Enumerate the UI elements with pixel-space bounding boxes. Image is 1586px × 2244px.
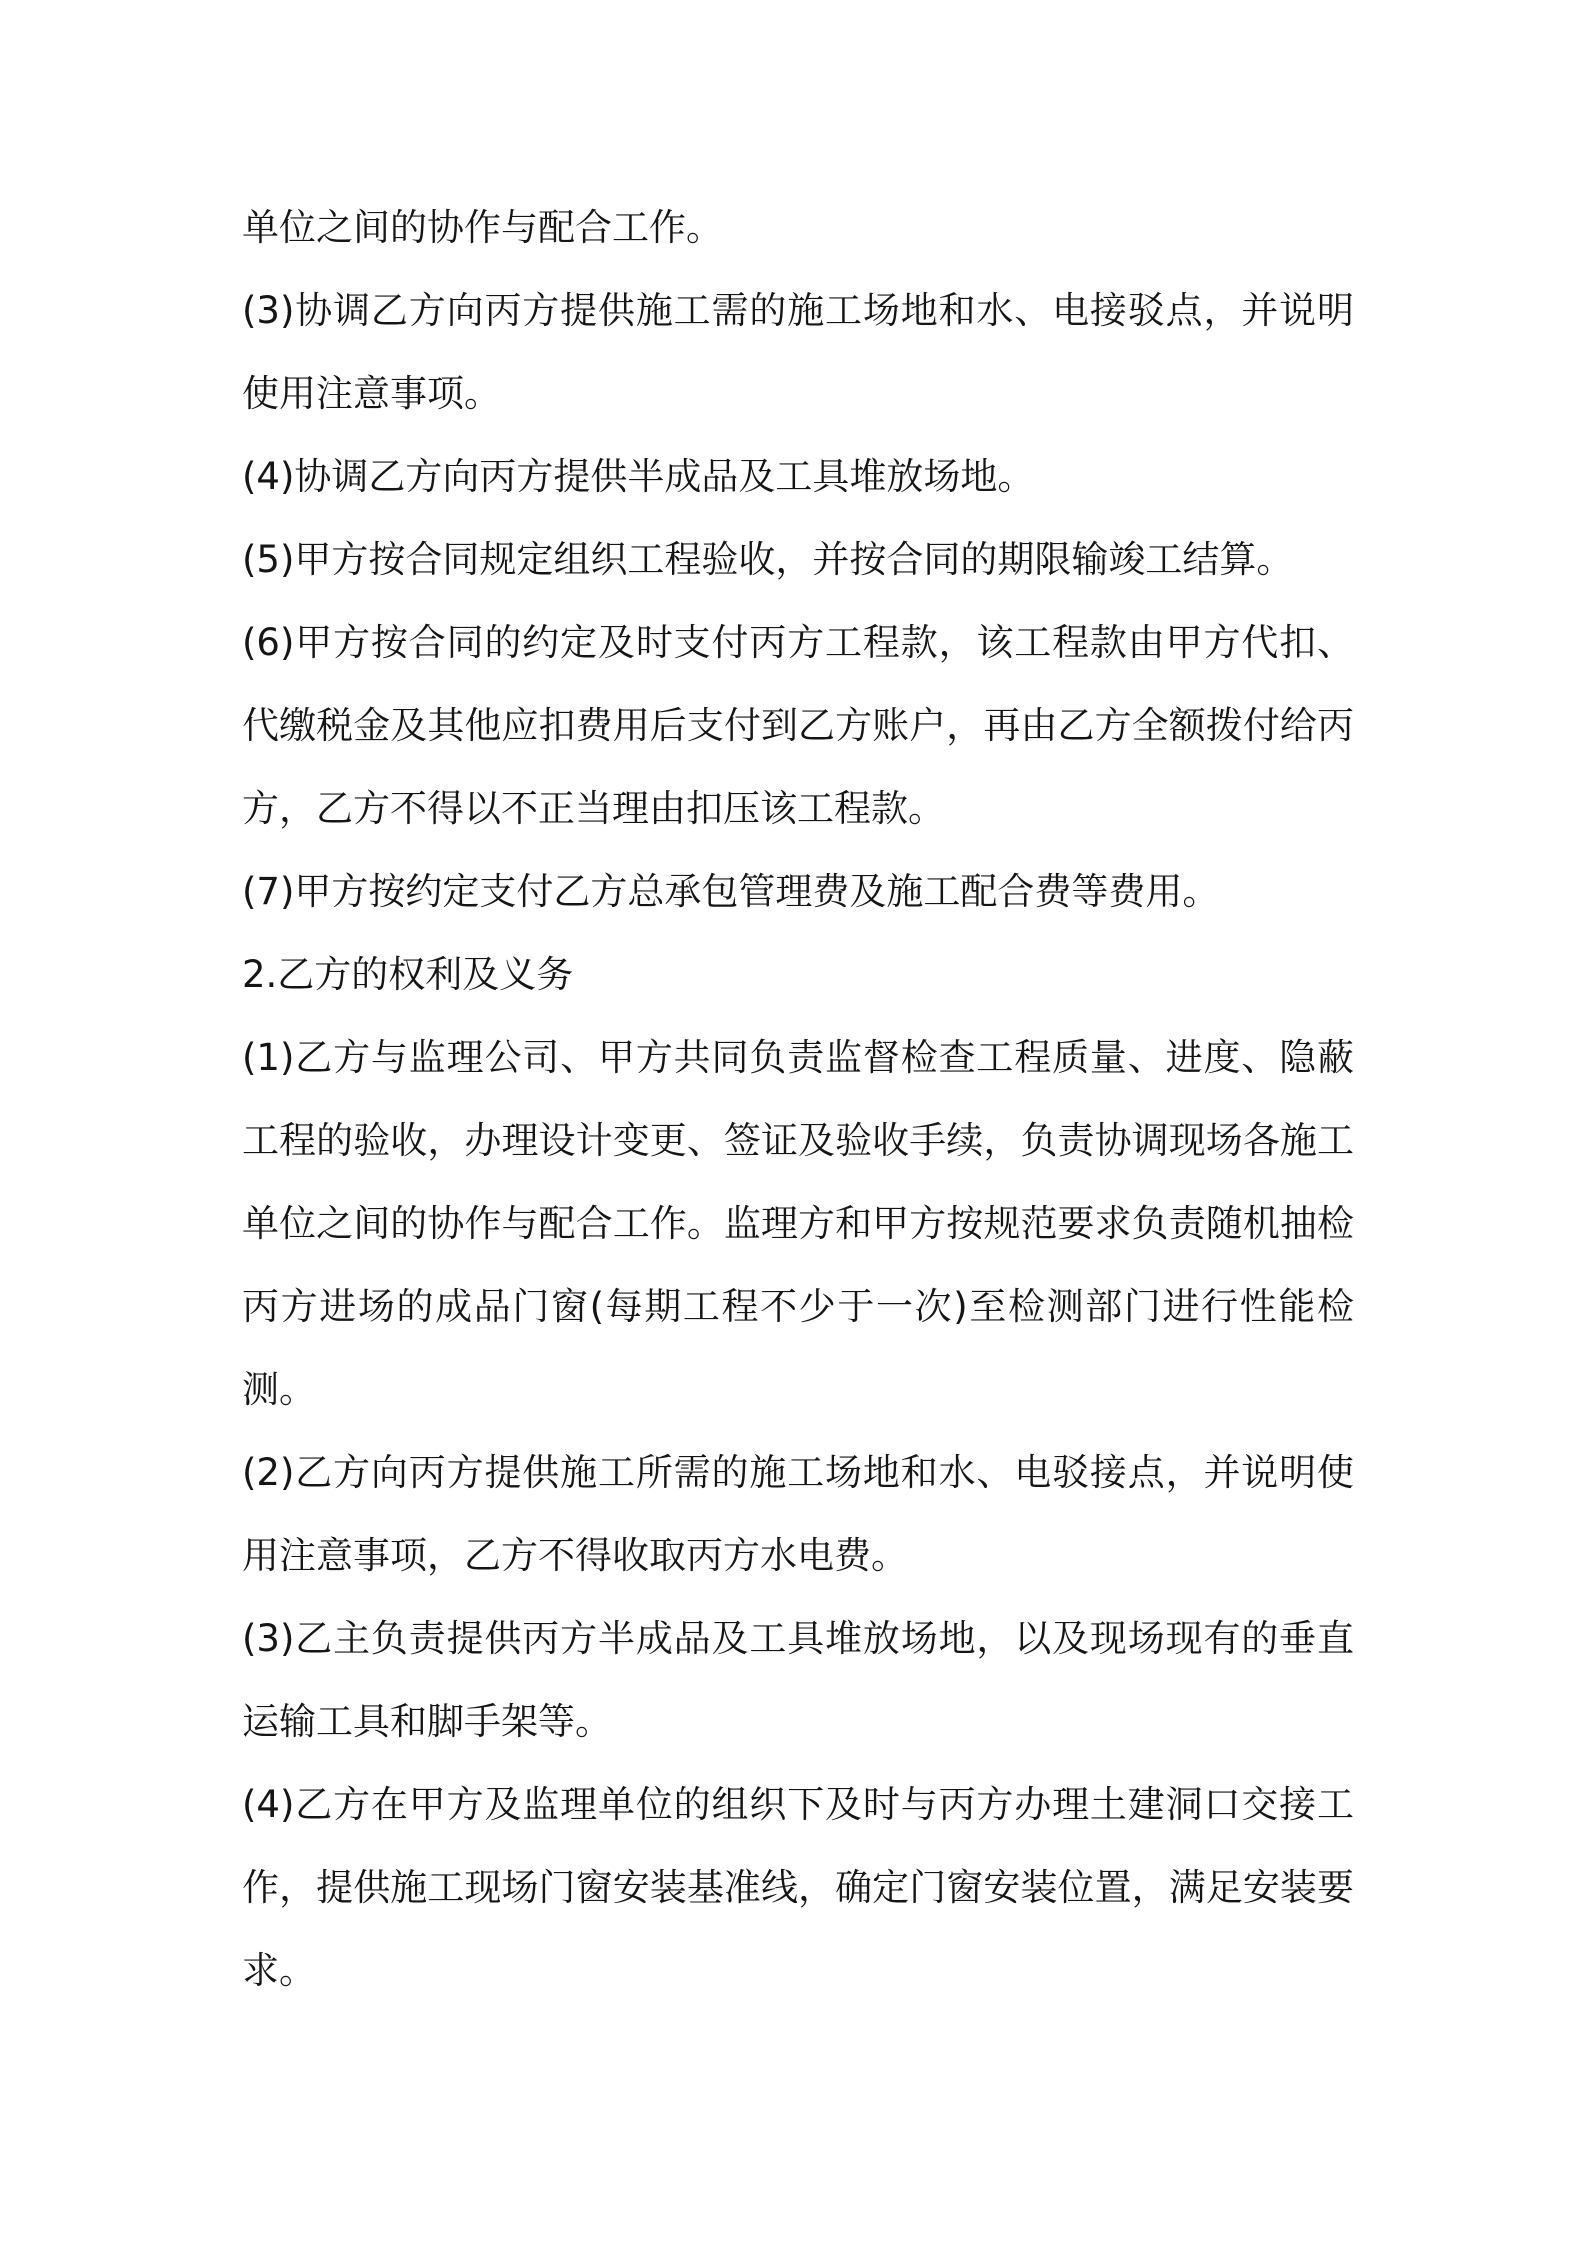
paragraph-2-2: (2)乙方向丙方提供施工所需的施工场地和水、电驳接点，并说明使用注意事项，乙方不得收取丙方水电费。 [242,1451,1354,1577]
paragraph-1-6: (6)甲方按合同的约定及时支付丙方工程款，该工程款由甲方代扣、代缴税金及其他应扣费用后支付到乙方账户，再由乙方全额拨付给丙方，乙方不得以不正当理由扣压该工程款。 [242,621,1354,830]
paragraph-1-7: (7)甲方按约定支付乙方总承包管理费及施工配合费等费用。 [242,870,1220,913]
paragraph-2-3: (3)乙主负责提供丙方半成品及工具堆放场地，以及现场现有的垂直运输工具和脚手架等。 [242,1617,1354,1743]
paragraph-1-3: (3)协调乙方向丙方提供施工需的施工场地和水、电接驳点，并说明使用注意事项。 [242,289,1354,415]
paragraph-2-4: (4)乙方在甲方及监理单位的组织下及时与丙方办理土建洞口交接工作，提供施工现场门窗安装基准线，确定门窗安装位置，满足安装要求。 [242,1783,1354,1992]
document-body [242,186,1354,2012]
paragraph-continuation: 单位之间的协作与配合工作。 [242,206,723,249]
section-heading-2: 2.乙方的权利及义务 [242,953,574,996]
paragraph-1-5: (5)甲方按合同规定组织工程验收，并按合同的期限输竣工结算。 [242,538,1294,581]
paragraph-2-1: (1)乙方与监理公司、甲方共同负责监督检查工程质量、进度、隐蔽工程的验收，办理设计变更、签证及验收手续，负责协调现场各施工单位之间的协作与配合工作。监理方和甲方按规范要求负责随机抽检丙方进场的成品门窗(每期工程不少于一次)至检测部门进行性能检测。 [242,1036,1354,1411]
paragraph-1-4: (4)协调乙方向丙方提供半成品及工具堆放场地。 [242,455,1035,498]
